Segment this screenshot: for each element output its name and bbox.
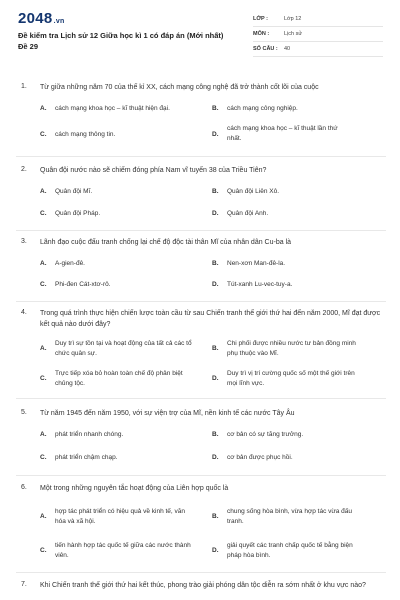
question-text: Trong quá trình thực hiện chiến lược toàn cầu từ sau Chiến tranh thế giới thứ hai đến năm 2000, Mĩ đạt được kết quả nào dưới đây? <box>40 310 381 328</box>
question-text: Từ năm 1945 đến năm 1950, với sự viện trợ của Mĩ, nền kinh tế các nước Tây Âu <box>40 410 295 417</box>
question-divider <box>16 230 386 231</box>
logo-suffix: .vn <box>53 18 65 25</box>
meta-value: Lớp 12 <box>284 16 302 22</box>
site-logo[interactable] <box>18 10 65 27</box>
page-header <box>0 0 400 64</box>
question-number: 3. <box>21 238 27 245</box>
meta-key: LỚP : <box>253 16 268 22</box>
document-subtitle: Đề 29 <box>18 42 39 51</box>
question-divider <box>16 398 386 399</box>
meta-table <box>253 12 383 57</box>
meta-key: SỐ CÂU : <box>253 46 278 52</box>
question-number: 7. <box>21 581 27 588</box>
question-text: Khi Chiến tranh thế giới thứ hai kết thúc, phong trào giải phóng dân tộc diễn ra sớm nhất ở khu vực nào? <box>40 582 366 589</box>
meta-row-class <box>253 12 383 27</box>
question-text: Quân đội nước nào sẽ chiếm đóng phía Nam vĩ tuyến 38 của Triều Tiên? <box>40 167 267 174</box>
question-divider <box>16 475 386 476</box>
question-number: 5. <box>21 409 27 416</box>
question-number: 1. <box>21 83 27 90</box>
question-divider <box>16 301 386 302</box>
question-number: 6. <box>21 484 27 491</box>
document-title: Đề kiểm tra Lịch sử 12 Giữa học kì 1 có đáp án (Mới nhất) <box>18 31 224 40</box>
meta-value: Lịch sử <box>284 31 303 37</box>
meta-key: MÔN : <box>253 31 270 37</box>
question-text: Từ giữa những năm 70 của thế kỉ XX, cách mạng công nghệ đã trở thành cốt lõi của cuộc <box>40 84 319 91</box>
question-number: 4. <box>21 309 27 316</box>
meta-value: 40 <box>284 46 291 52</box>
meta-row-subject <box>253 27 383 42</box>
question-divider <box>16 572 386 573</box>
question-text: Một trong những nguyên tắc hoạt động của Liên hợp quốc là <box>40 485 229 492</box>
question-number: 2. <box>21 166 27 173</box>
meta-row-count <box>253 42 383 57</box>
question-text: Lãnh đạo cuộc đấu tranh chống lại chế độ độc tài thân Mĩ của nhân dân Cu-ba là <box>40 239 292 246</box>
logo-main: 2048 <box>18 10 53 27</box>
question-divider <box>16 156 386 157</box>
